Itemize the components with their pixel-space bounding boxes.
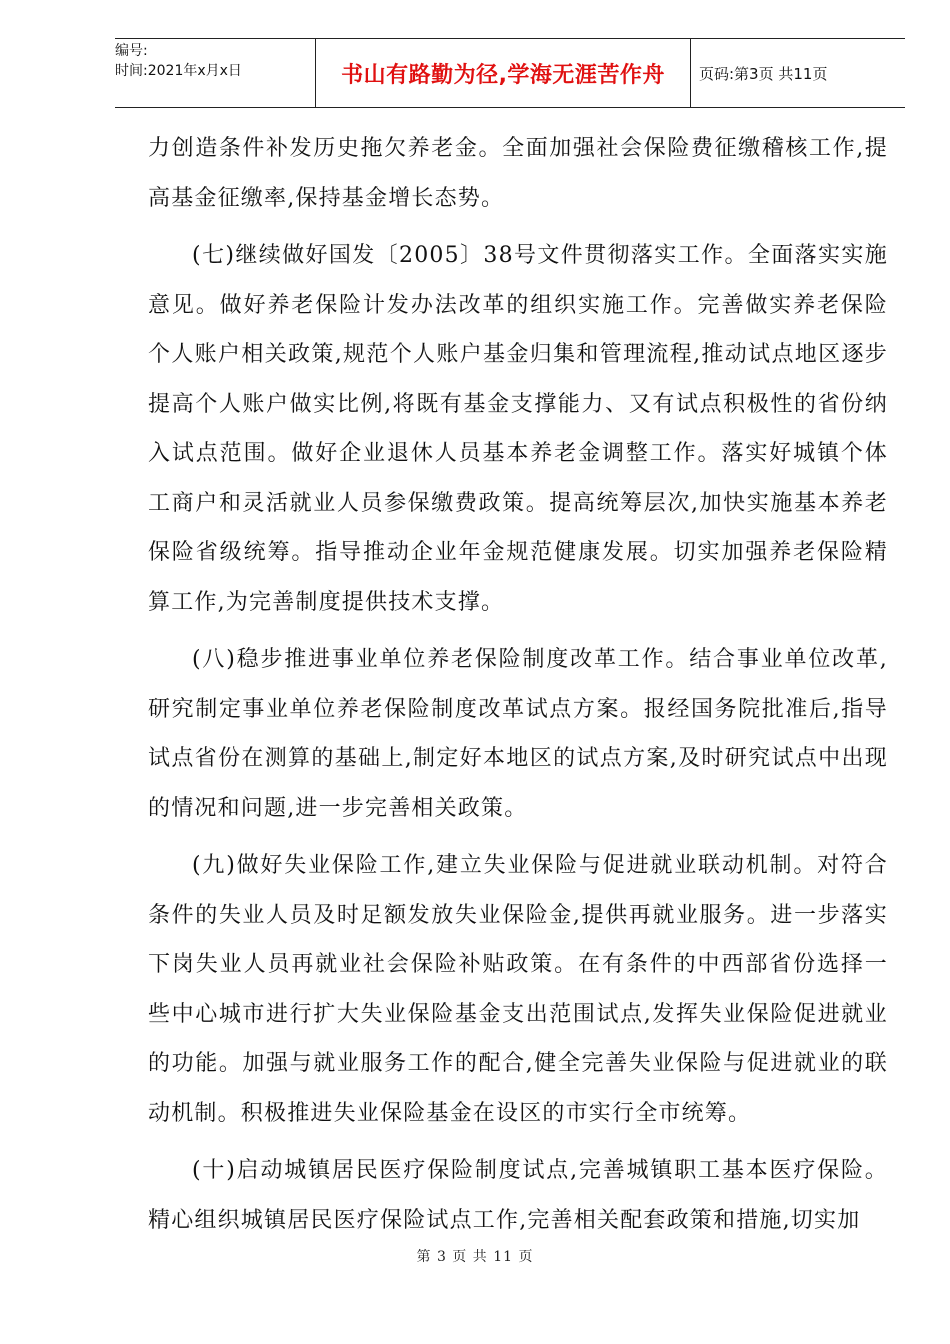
- body-text: [148, 124, 888, 1245]
- document-time-label: 时间:2021年x月x日: [115, 63, 242, 79]
- header-motto: 书山有路勤为径,学海无涯苦作舟: [315, 39, 691, 107]
- page-footer: 第 3 页 共 11 页: [416, 1249, 534, 1265]
- paragraph-continuation: 力创造条件补发历史拖欠养老金。全面加强社会保险费征缴稽核工作,提高基金征缴率,保持基金增长态势。: [148, 136, 888, 211]
- header-page-number: 页码:第3页 共11页: [699, 64, 828, 83]
- page-header: [115, 38, 905, 108]
- paragraph-section-9: (九)做好失业保险工作,建立失业保险与促进就业联动机制。对符合条件的失业人员及时足额发放失业保险金,提供再就业服务。进一步落实下岗失业人员再就业社会保险补贴政策。在有条件的中西部省份选择一些中心城市进行扩大失业保险基金支出范围试点,发挥失业保险促进就业的功能。加强与就业服务工作的配合,健全完善失业保险与促进就业的联动机制。积极推进失业保险基金在设区的市实行全市统筹。: [148, 853, 888, 1126]
- header-meta: [115, 39, 315, 107]
- paragraph-section-7: (七)继续做好国发〔2005〕38号文件贯彻落实工作。全面落实实施意见。做好养老保险计发办法改革的组织实施工作。完善做实养老保险个人账户相关政策,规范个人账户基金归集和管理流程,推动试点地区逐步提高个人账户做实比例,将既有基金支撑能力、又有试点积极性的省份纳入试点范围。做好企业退休人员基本养老金调整工作。落实好城镇个体工商户和灵活就业人员参保缴费政策。提高统筹层次,加快实施基本养老保险省级统筹。指导推动企业年金规范健康发展。切实加强养老保险精算工作,为完善制度提供技术支撑。: [148, 243, 888, 615]
- paragraph-section-8: (八)稳步推进事业单位养老保险制度改革工作。结合事业单位改革,研究制定事业单位养老保险制度改革试点方案。报经国务院批准后,指导试点省份在测算的基础上,制定好本地区的试点方案,及时研究试点中出现的情况和问题,进一步完善相关政策。: [148, 647, 888, 821]
- paragraph-section-10: (十)启动城镇居民医疗保险制度试点,完善城镇职工基本医疗保险。精心组织城镇居民医疗保险试点工作,完善相关配套政策和措施,切实加: [148, 1158, 888, 1233]
- document-number-label: 编号:: [115, 43, 148, 59]
